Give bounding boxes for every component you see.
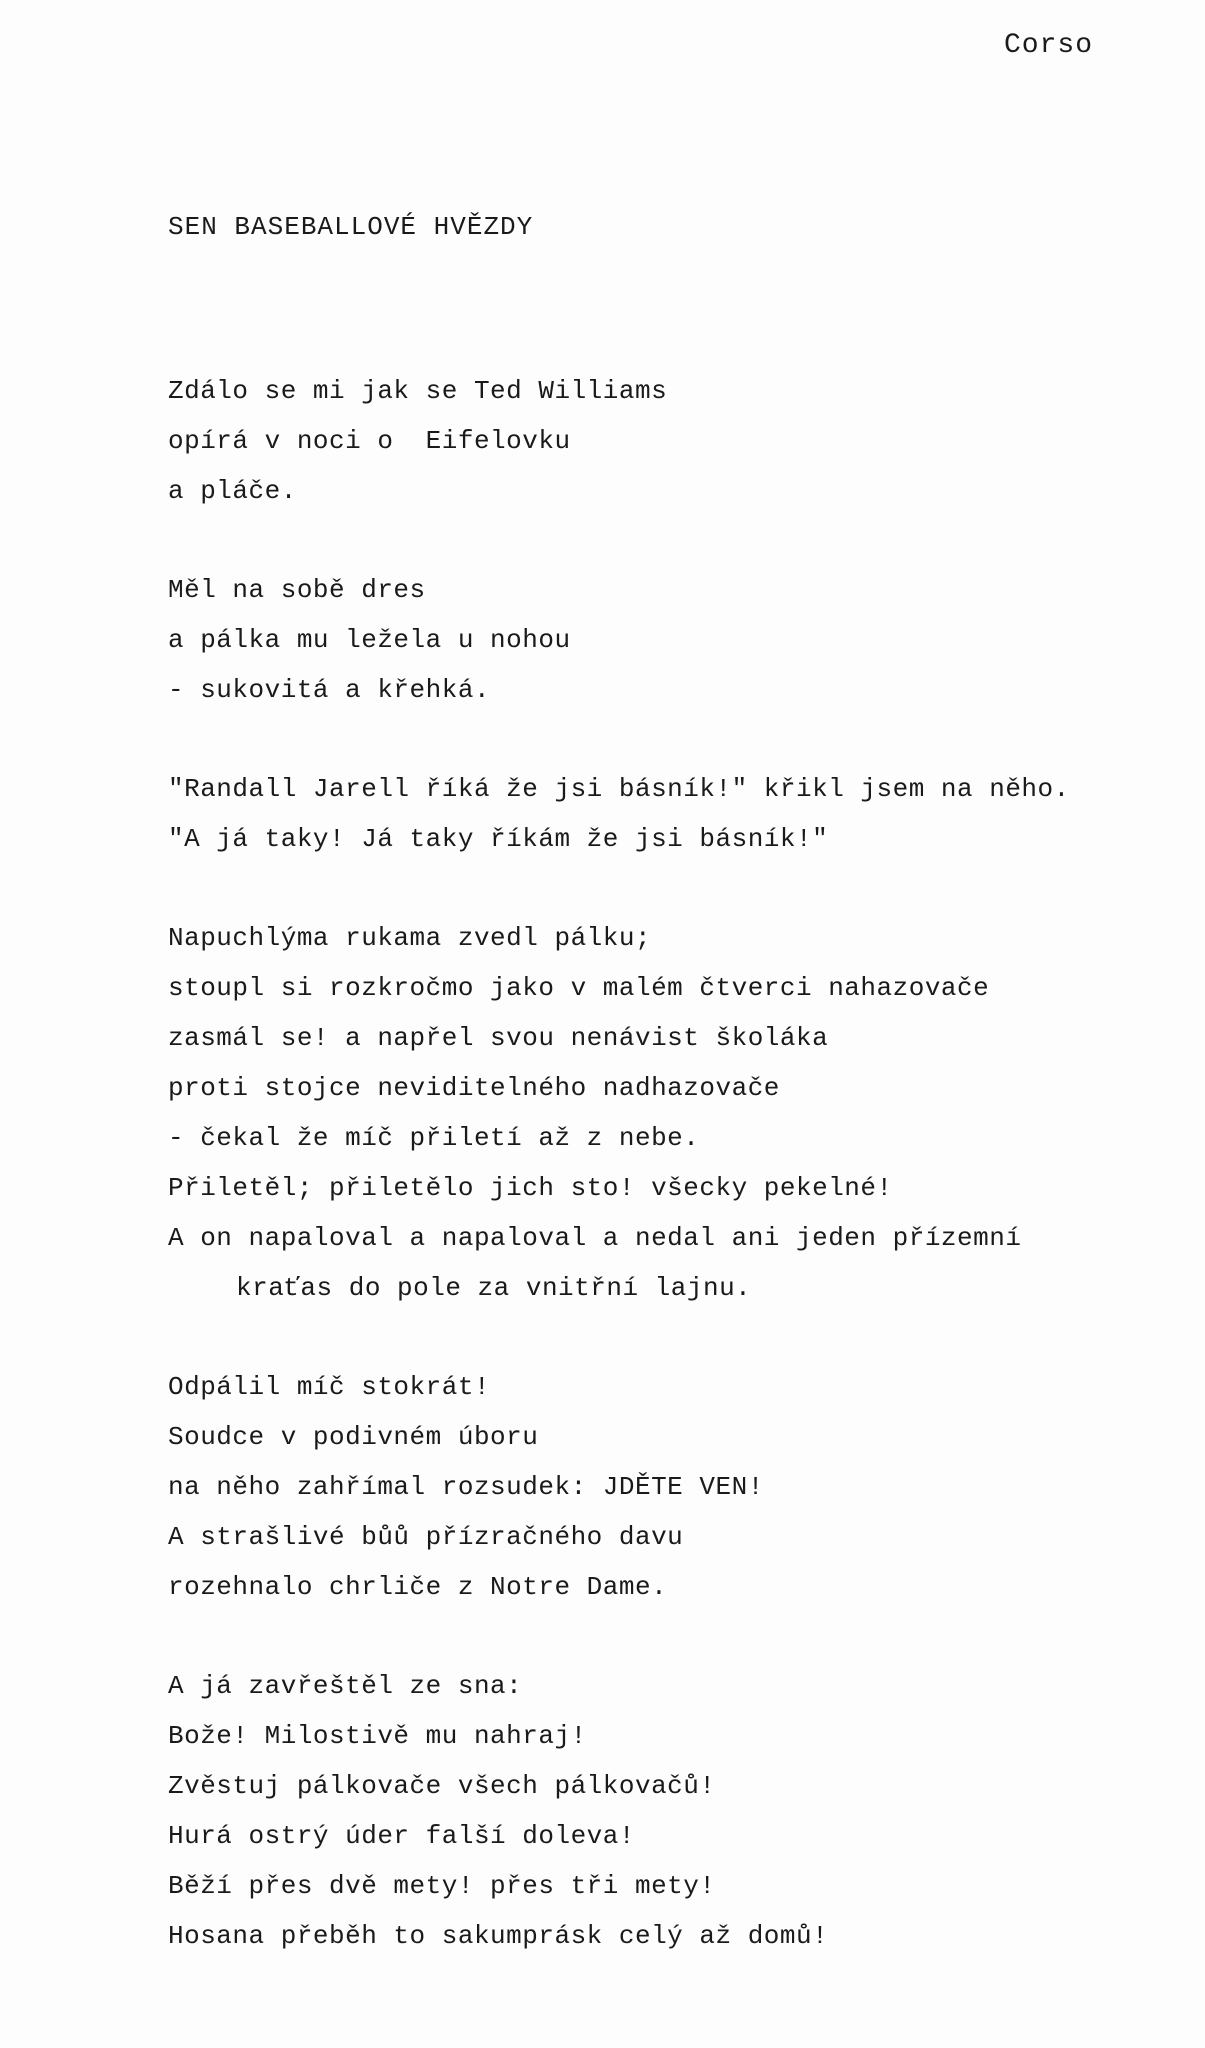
stanza — [168, 764, 1178, 864]
poem-line: opírá v noci o Eifelovku — [168, 426, 571, 456]
poem-line: stoupl si rozkročmo jako v malém čtverci nahazovače — [168, 973, 990, 1003]
poem-line: zasmál se! a napřel svou nenávist školáka — [168, 1023, 829, 1053]
poem-line: Odpálil míč stokrát! — [168, 1372, 491, 1402]
stanza — [168, 1362, 1178, 1612]
poem-line: a pálka mu ležela u nohou — [168, 625, 571, 655]
poem-line: Napuchlýma rukama zvedl pálku; — [168, 923, 652, 953]
poem-line: A strašlivé bůů přízračného davu — [168, 1522, 684, 1552]
stanza — [168, 366, 1178, 516]
stanza — [168, 1661, 1178, 1961]
poem-line: Soudce v podivném úboru — [168, 1422, 539, 1452]
poem-line: Zvěstuj pálkovače všech pálkovačů! — [168, 1771, 716, 1801]
stanza — [168, 565, 1178, 715]
poem-line: rozehnalo chrliče z Notre Dame. — [168, 1572, 668, 1602]
poem-title: SEN BASEBALLOVÉ HVĚZDY — [168, 212, 534, 242]
poem-line: Přiletěl; přiletělo jich sto! všecky pekelné! — [168, 1173, 893, 1203]
poem-line: Běží přes dvě mety! přes tři mety! — [168, 1871, 716, 1901]
poem-line: A on napaloval a napaloval a nedal ani jeden přízemní — [168, 1223, 1022, 1253]
poem-line: Hosana přeběh to sakumprásk celý až domů! — [168, 1921, 829, 1951]
poem-line: na něho zahřímal rozsudek: JDĚTE VEN! — [168, 1472, 764, 1502]
poem-line: A já zavřeštěl ze sna: — [168, 1671, 523, 1701]
poem-line: Měl na sobě dres — [168, 575, 426, 605]
poem-line: Bože! Milostivě mu nahraj! — [168, 1721, 587, 1751]
poem-line: kraťas do pole za vnitřní lajnu. — [236, 1273, 752, 1303]
poem-line: - čekal že míč přiletí až z nebe. — [168, 1123, 700, 1153]
author-name: Corso — [1003, 30, 1093, 61]
poem-line: Hurá ostrý úder falší doleva! — [168, 1821, 635, 1851]
poem-line: proti stojce neviditelného nadhazovače — [168, 1073, 780, 1103]
poem-line: Zdálo se mi jak se Ted Williams — [168, 376, 668, 406]
poem-line: a pláče. — [168, 476, 297, 506]
stanza — [168, 913, 1178, 1313]
poem-line: "A já taky! Já taky říkám že jsi básník!" — [168, 824, 829, 854]
poem-line: "Randall Jarell říká že jsi básník!" křikl jsem na něho. — [168, 774, 1070, 804]
poem-body — [168, 366, 1178, 2010]
poem-line: - sukovitá a křehká. — [168, 675, 491, 705]
